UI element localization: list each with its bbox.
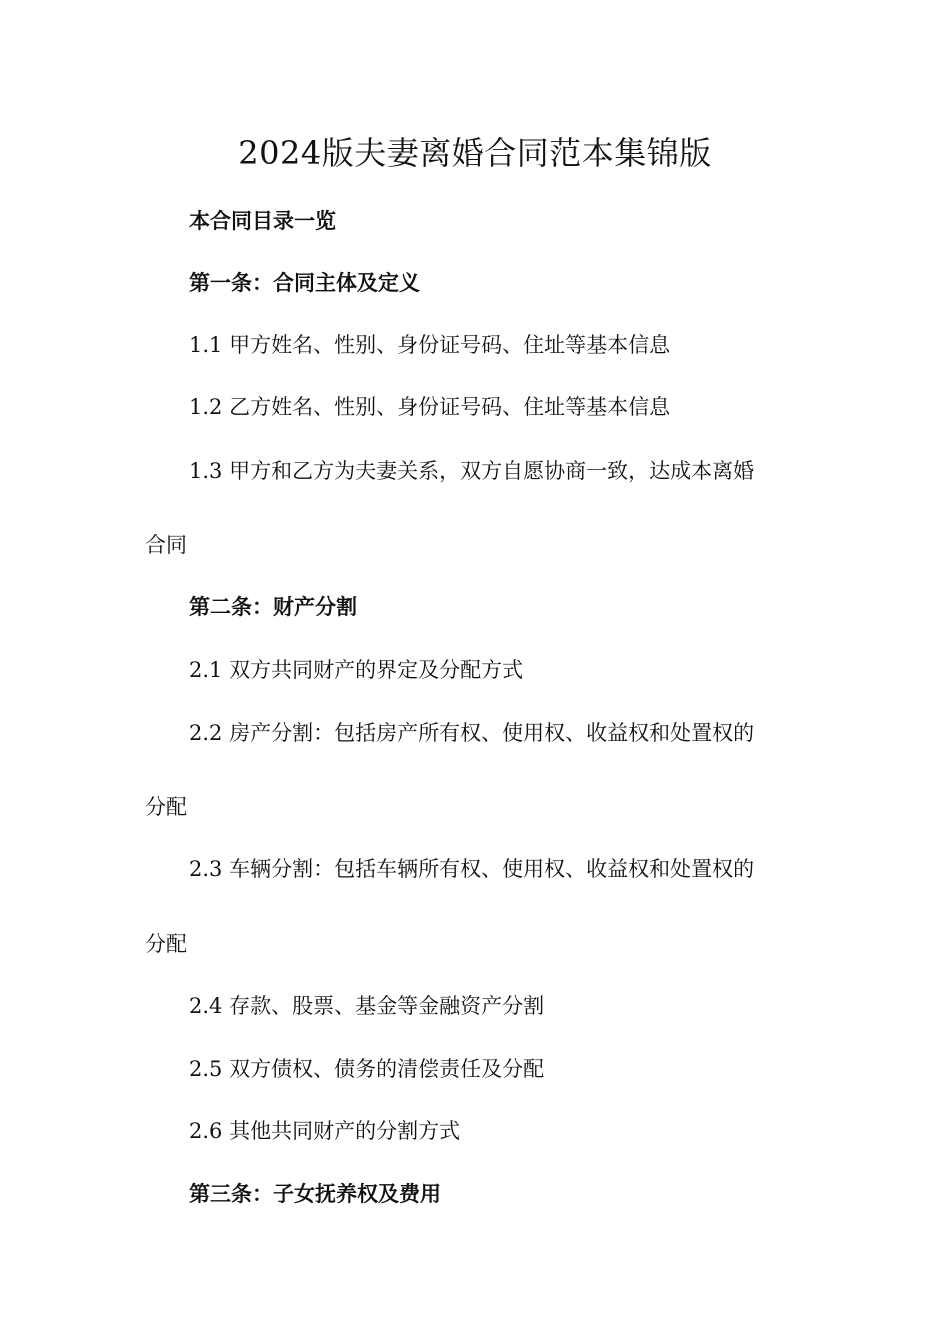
clause-1-1: 1.1 甲方姓名、性别、身份证号码、住址等基本信息: [189, 333, 671, 357]
article-3-heading: 第三条：子女抚养权及费用: [189, 1181, 441, 1206]
article-1-heading: 第一条：合同主体及定义: [189, 270, 420, 295]
clause-2-2: 2.2 房产分割：包括房产所有权、使用权、收益权和处置权的: [189, 721, 755, 745]
clause-1-2: 1.2 乙方姓名、性别、身份证号码、住址等基本信息: [189, 395, 671, 419]
document-title: 2024版夫妻离婚合同范本集锦版: [238, 134, 712, 172]
toc-heading: 本合同目录一览: [189, 208, 336, 233]
clause-1-3: 1.3 甲方和乙方为夫妻关系，双方自愿协商一致，达成本离婚: [189, 459, 755, 483]
article-2-heading: 第二条：财产分割: [189, 594, 357, 619]
clause-2-1: 2.1 双方共同财产的界定及分配方式: [189, 658, 524, 682]
clause-2-3: 2.3 车辆分割：包括车辆所有权、使用权、收益权和处置权的: [189, 857, 755, 881]
clause-2-4: 2.4 存款、股票、基金等金融资产分割: [189, 994, 545, 1018]
clause-2-2-continued: 分配: [145, 795, 187, 819]
clause-2-5: 2.5 双方债权、债务的清偿责任及分配: [189, 1057, 545, 1081]
clause-2-6: 2.6 其他共同财产的分割方式: [189, 1119, 461, 1143]
clause-1-3-continued: 合同: [145, 533, 187, 557]
clause-2-3-continued: 分配: [145, 932, 187, 956]
